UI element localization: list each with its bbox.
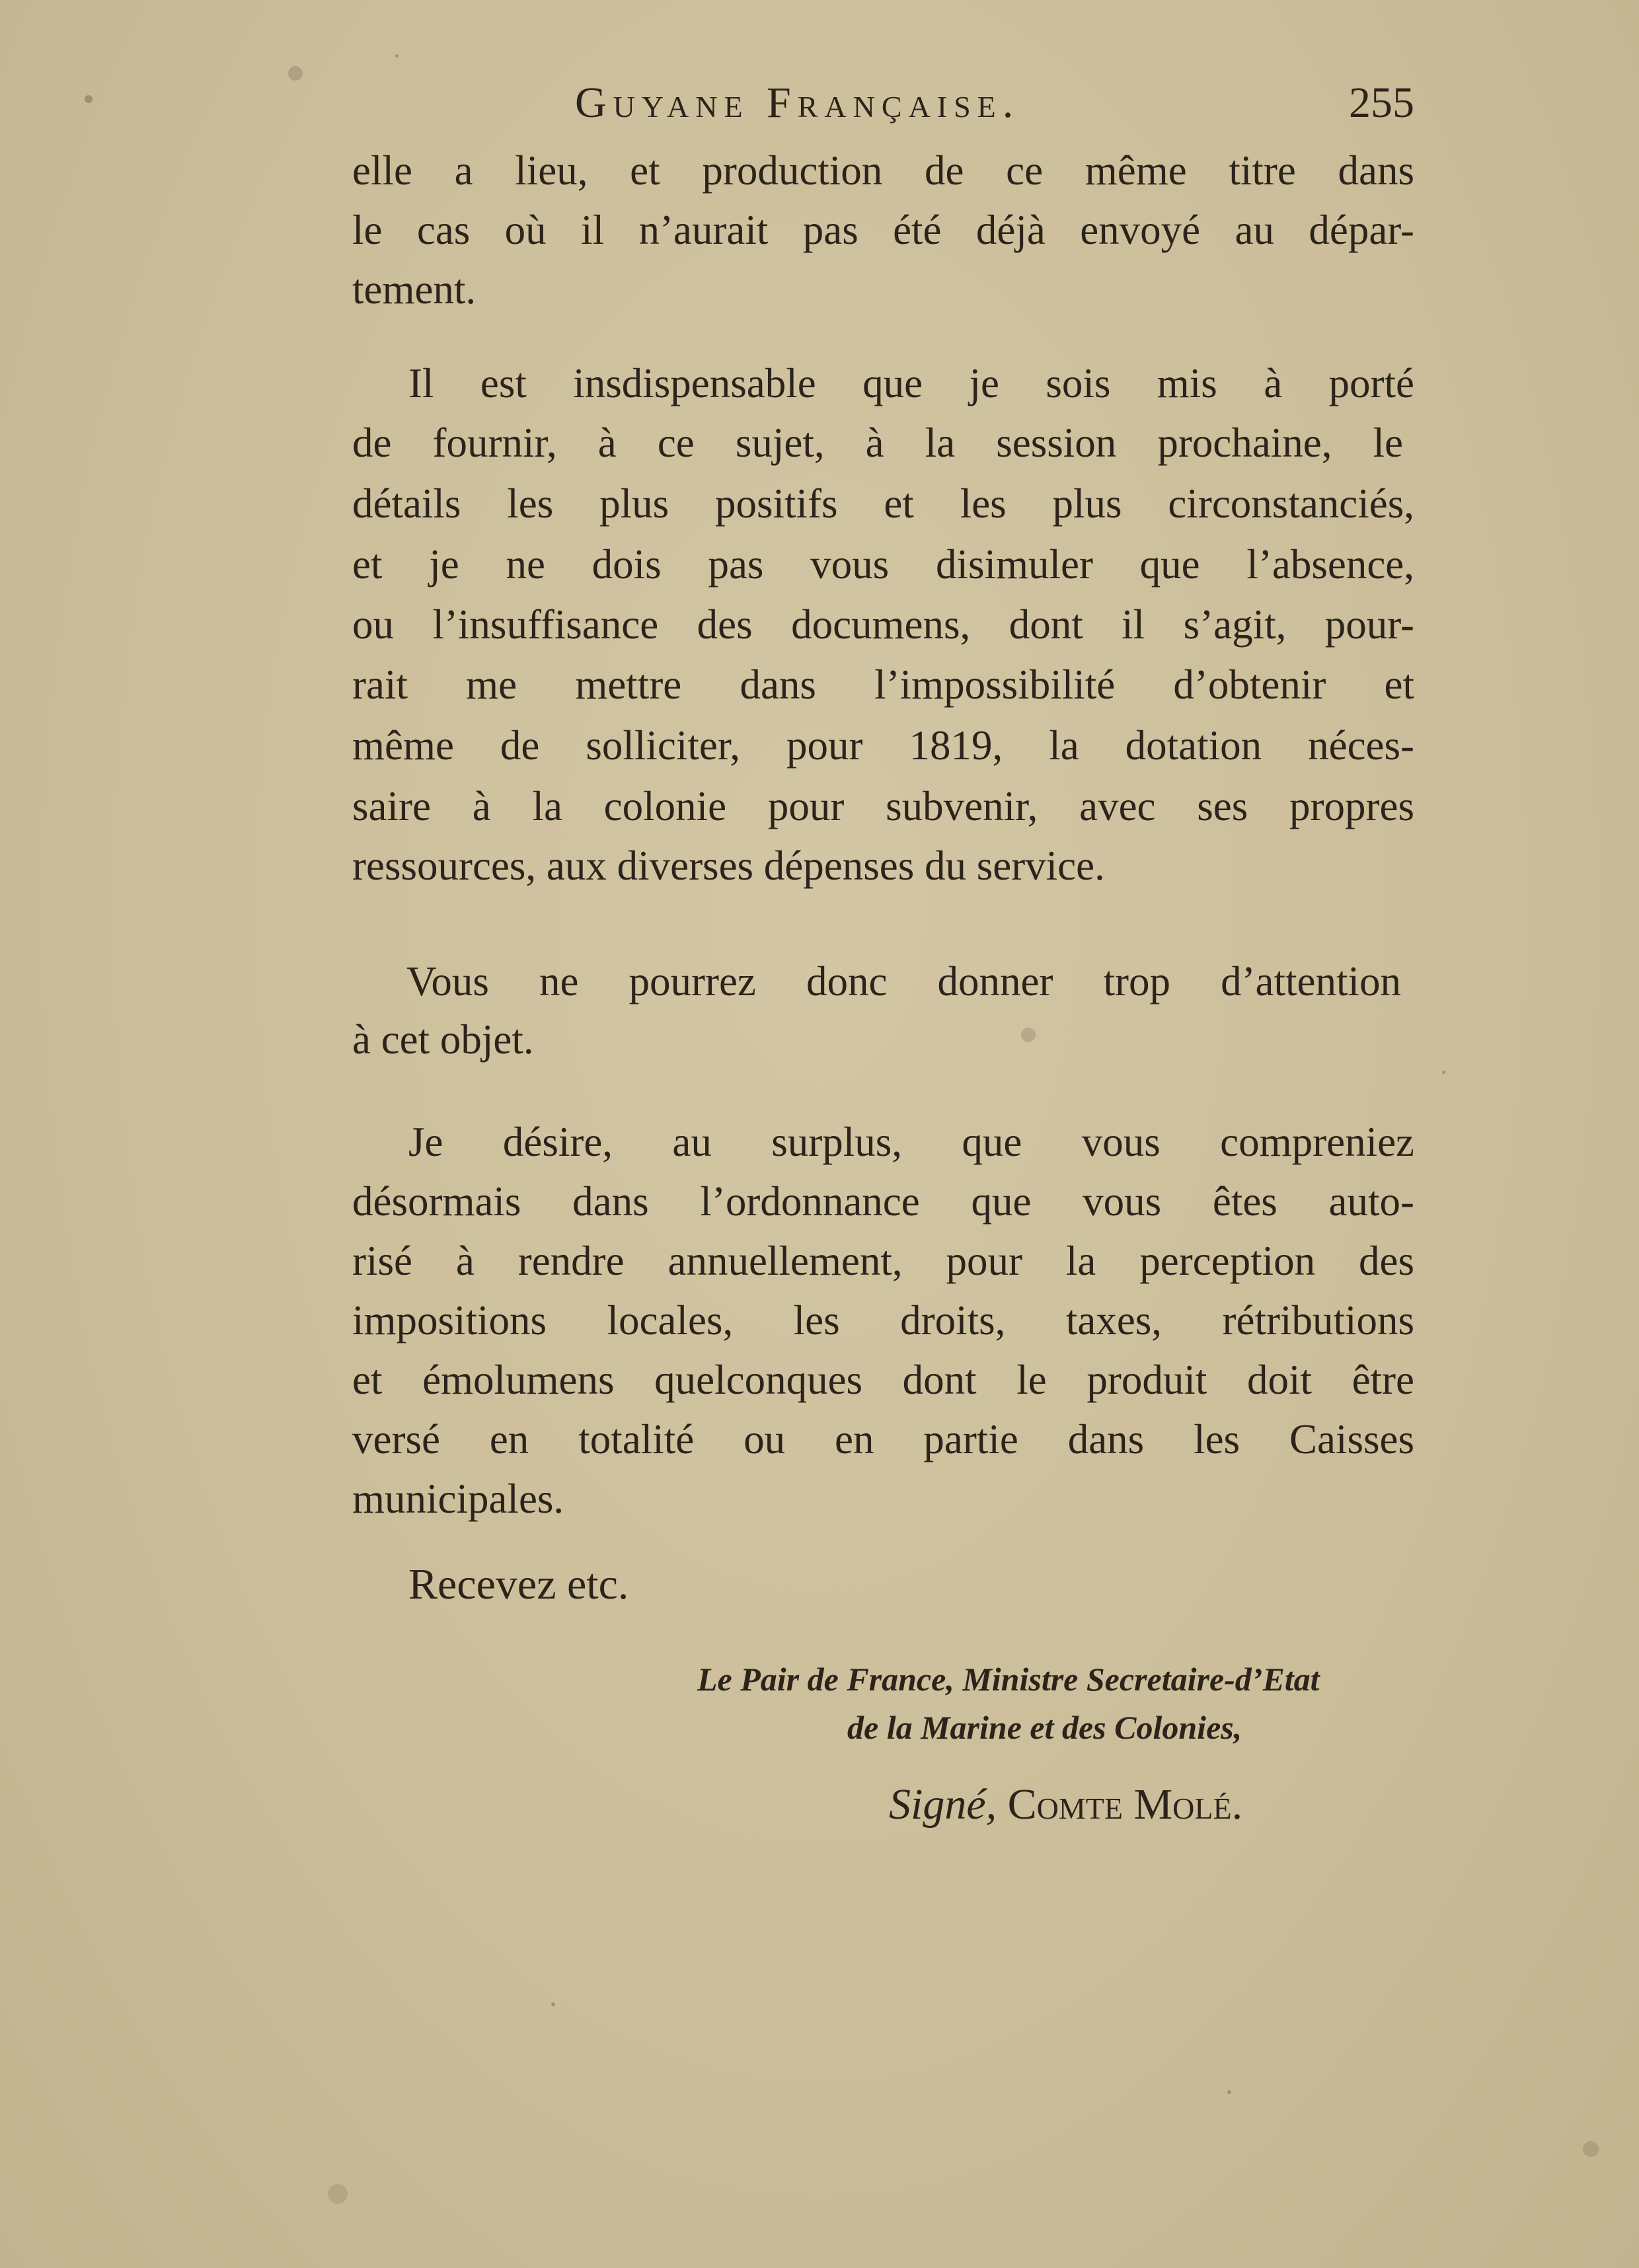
text-line: et je ne dois pas vous disimuler que l’absence, (352, 541, 1414, 587)
text-line: risé à rendre annuellement, pour la perception des (352, 1238, 1414, 1284)
text-line: désormais dans l’ordonnance que vous êtes auto- (352, 1178, 1414, 1225)
text-line: détails les plus positifs et les plus circonstanciés, (352, 480, 1414, 527)
text-line: le cas où il n’aurait pas été déjà envoyé au dépar- (352, 207, 1414, 253)
page-header (350, 78, 1414, 144)
text-line: rait me mettre dans l’impossibilité d’obtenir et (352, 662, 1414, 708)
paper-speck (85, 95, 93, 103)
text-line: impositions locales, les droits, taxes, rétributions (352, 1297, 1414, 1343)
paper-speck (1021, 1028, 1036, 1042)
closing-formula: Recevez etc. (408, 1560, 629, 1608)
text-line: même de solliciter, pour 1819, la dotation néces- (352, 722, 1414, 769)
paper-speck (1442, 1071, 1445, 1074)
paper-speck (1583, 2141, 1599, 2157)
text-line: elle a lieu, et production de ce même titre dans (352, 147, 1414, 194)
paper-speck (1227, 2090, 1231, 2094)
text-line: et émolumens quelconques dont le produit doit être (352, 1357, 1414, 1403)
text-line: municipales. (352, 1476, 564, 1522)
paper-speck (395, 54, 399, 57)
signatory-name: Comte Molé. (1007, 1780, 1243, 1829)
text-line: saire à la colonie pour subvenir, avec ses propres (352, 783, 1414, 829)
signed-label: Signé, (889, 1780, 997, 1829)
text-line: tement. (352, 266, 476, 313)
text-line: Je désire, au surplus, que vous compreniez (408, 1119, 1414, 1165)
text-line: Il est insdispensable que je sois mis à porté (408, 360, 1414, 406)
text-line: de fournir, à ce sujet, à la session prochaine, le (352, 420, 1403, 466)
text-line: à cet objet. (352, 1016, 534, 1063)
page-number: 255 (1349, 79, 1414, 127)
text-line: Vous ne pourrez donc donner trop d’attention (406, 958, 1401, 1004)
text-line: versé en totalité ou en partie dans les Caisses (352, 1416, 1414, 1462)
running-title: Guyane Française. (575, 79, 1020, 127)
text-line: ou l’insuffisance des documens, dont il s’agit, pour- (352, 601, 1414, 648)
text-line: ressources, aux diverses dépenses du service. (352, 843, 1105, 889)
paper-speck (328, 2184, 348, 2204)
signature-title-line-1: Le Pair de France, Ministre Secretaire-d’Etat (697, 1661, 1320, 1698)
paper-speck (551, 2002, 555, 2006)
signature-title-line-2: de la Marine et des Colonies, (847, 1709, 1242, 1746)
signature-name-line (889, 1780, 1242, 1830)
paper-speck (288, 66, 303, 81)
